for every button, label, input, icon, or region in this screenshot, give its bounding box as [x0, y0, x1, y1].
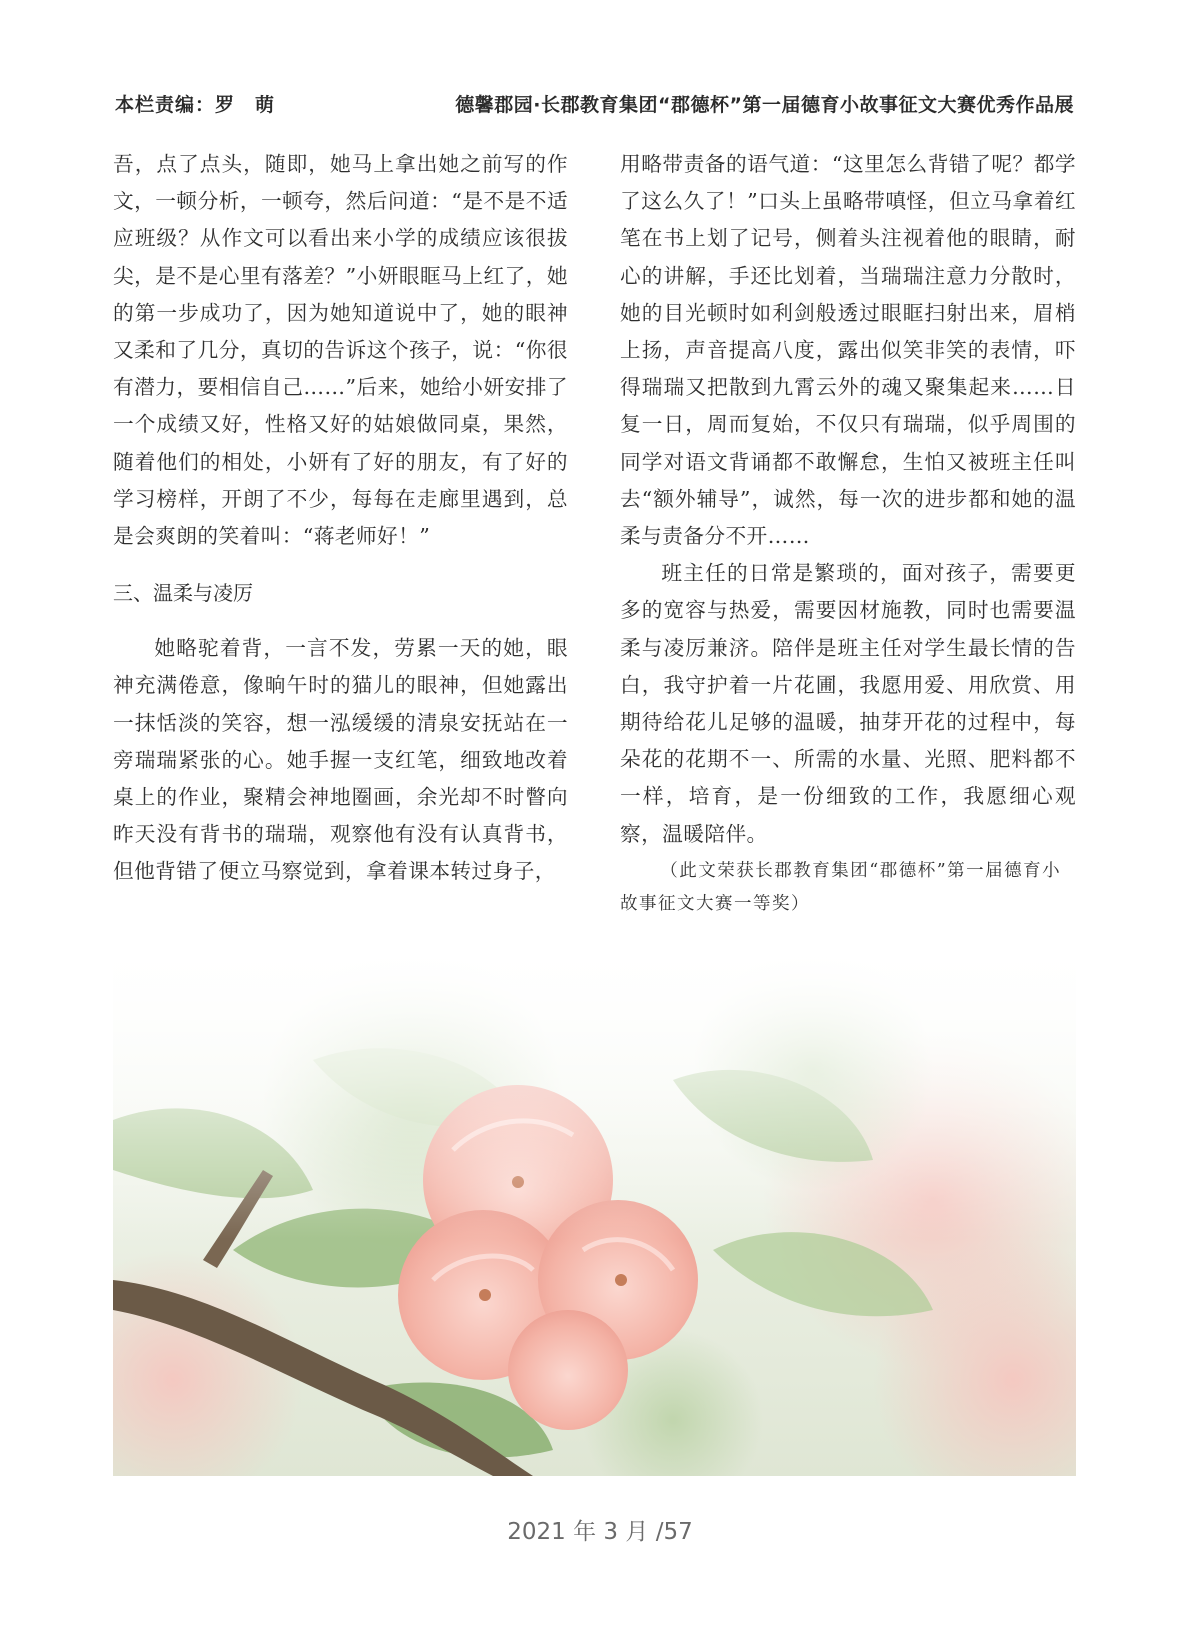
right-paragraph-2: 班主任的日常是繁琐的，面对孩子，需要更多的宽容与热爱，需要因材施教，同时也需要温柔与凌厉兼济。陪伴是班主任对学生最长情的告白，我守护着一片花圃，我愿用爱、用欣赏、用期待给花儿足够的温暖，抽芽开花的过程中，每朵花的花期不一、所需的水量、光照、肥料都不一样，培育，是一份细致的工作，我愿细心观察，温暖陪伴。: [620, 561, 1076, 846]
editor-credit: 本栏责编：罗 萌: [115, 94, 276, 116]
right-paragraph-1: 用略带责备的语气道：“这里怎么背错了呢？都学了这么久了！”口头上虽略带嗔怪，但立马拿着红笔在书上划了记号，侧着头注视着他的眼睛，耐心的讲解，手还比划着，当瑞瑞注意力分散时，她的目光顿时如利剑般透过眼眶扫射出来，眉梢上扬，声音提高八度，露出似笑非笑的表情，吓得瑞瑞又把散到九霄云外的魂又聚集起来……日复一日，周而复始，不仅只有瑞瑞，似乎周围的同学对语文背诵都不敢懈怠，生怕又被班主任叫去“额外辅导”，诚然，每一次的进步都和她的温柔与责备分不开……: [620, 152, 1076, 549]
left-column: [113, 146, 568, 891]
left-paragraph-1: 吾，点了点头，随即，她马上拿出她之前写的作文，一顿分析，一顿夸，然后问道：“是不是不适应班级？从作文可以看出来小学的成绩应该很拔尖，是不是心里有落差？”小妍眼眶马上红了，她的第一步成功了，因为她知道说中了，她的眼神又柔和了几分，真切的告诉这个孩子，说：“你很有潜力，要相信自己……”后来，她给小妍安排了一个成绩又好，性格又好的姑娘做同桌，果然，随着他们的相处，小妍有了好的朋友，有了好的学习榜样，开朗了不少，每每在走廊里遇到，总是会爽朗的笑着叫：“蒋老师好！”: [113, 152, 568, 549]
award-note: （此文荣获长郡教育集团“郡德杯”第一届德育小故事征文大赛一等奖）: [620, 860, 1062, 914]
cherry-blossom-photo: [113, 950, 1076, 1476]
left-paragraph-2: 她略驼着背，一言不发，劳累一天的她，眼神充满倦意，像晌午时的猫儿的眼神，但她露出一抹恬淡的笑容，想一泓缓缓的清泉安抚站在一旁瑞瑞紧张的心。她手握一支红笔，细致地改着桌上的作业，聚精会神地圈画，余光却不时瞥向昨天没有背书的瑞瑞，观察他有没有认真背书，但他背错了便立马察觉到，拿着课本转过身子，: [113, 636, 568, 884]
page-footer: 2021 年 3 月 /57: [507, 1519, 693, 1545]
series-title: 德馨郡园·长郡教育集团“郡德杯”第一届德育小故事征文大赛优秀作品展: [455, 94, 1074, 116]
section-heading: 三、温柔与凌厉: [113, 581, 253, 606]
right-column: [620, 146, 1076, 921]
blossom-illustration: [113, 950, 1076, 1476]
